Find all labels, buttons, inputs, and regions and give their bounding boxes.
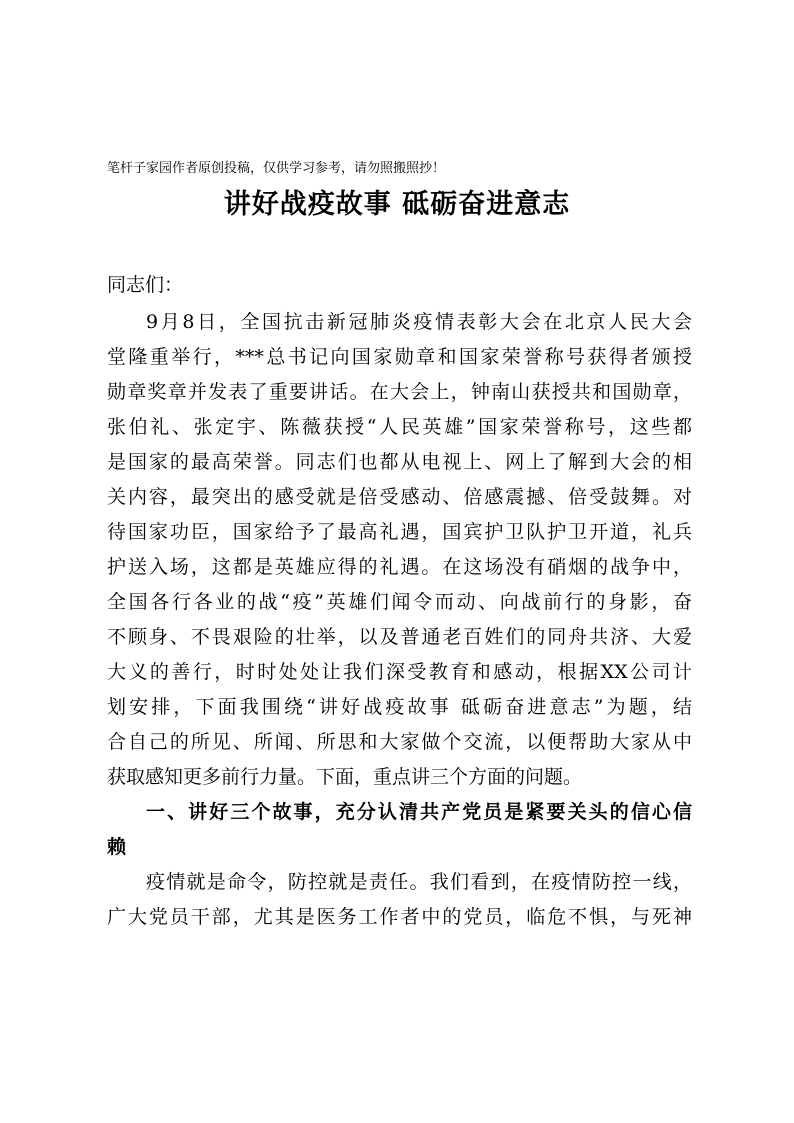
paragraph-line: 护送入场，这都是英雄应得的礼遇。在这场没有硝烟的战争中， — [107, 556, 692, 578]
section-heading: 赖 — [107, 836, 127, 858]
paragraph-line: 待国家功臣，国家给予了最高礼遇，国宾护卫队护卫开道，礼兵 — [107, 521, 692, 543]
paragraph-line: 大义的善行，时时处处让我们深受教育和感动，根据XX公司计 — [107, 661, 692, 683]
paragraph-line: 张伯礼、张定宇、陈薇获授“人民英雄”国家荣誉称号，这些都 — [107, 416, 692, 438]
paragraph-line: 勋章奖章并发表了重要讲话。在大会上，钟南山获授共和国勋章， — [107, 381, 692, 403]
paragraph-line: 不顾身、不畏艰险的壮举，以及普通老百姓们的同舟共济、大爱 — [107, 626, 692, 648]
document-title: 讲好战疫故事 砥砺奋进意志 — [223, 189, 571, 220]
paragraph-line: 获取感知更多前行力量。下面，重点讲三个方面的问题。 — [107, 766, 583, 788]
paragraph-line: 是国家的最高荣誉。同志们也都从电视上、网上了解到大会的相 — [107, 451, 692, 473]
paragraph-line: 广大党员干部，尤其是医务工作者中的党员，临危不惧，与死神 — [107, 906, 692, 928]
paragraph-line: 合自己的所见、所闻、所思和大家做个交流，以便帮助大家从中 — [107, 731, 692, 753]
paragraph-line: 关内容，最突出的感受就是倍受感动、倍感震撼、倍受鼓舞。对 — [107, 486, 692, 508]
paragraph-line: 划安排，下面我围绕“讲好战疫故事 砥砺奋进意志”为题，结 — [107, 696, 692, 718]
paragraph-line: 堂隆重举行，***总书记向国家勋章和国家荣誉称号获得者颁授 — [107, 346, 692, 368]
paragraph-line: 疫情就是命令，防控就是责任。我们看到，在疫情防控一线， — [146, 871, 692, 893]
paragraph-line: 全国各行各业的战“疫”英雄们闻令而动、向战前行的身影，奋 — [107, 591, 692, 613]
paragraph-line: 9月8日，全国抗击新冠肺炎疫情表彰大会在北京人民大会 — [146, 311, 692, 333]
section-heading: 一、讲好三个故事，充分认清共产党员是紧要关头的信心信 — [146, 801, 692, 823]
copyright-notice: 笔杆子家园作者原创投稿，仅供学习参考，请勿照搬照抄！ — [107, 161, 446, 176]
salutation: 同志们： — [107, 274, 184, 296]
